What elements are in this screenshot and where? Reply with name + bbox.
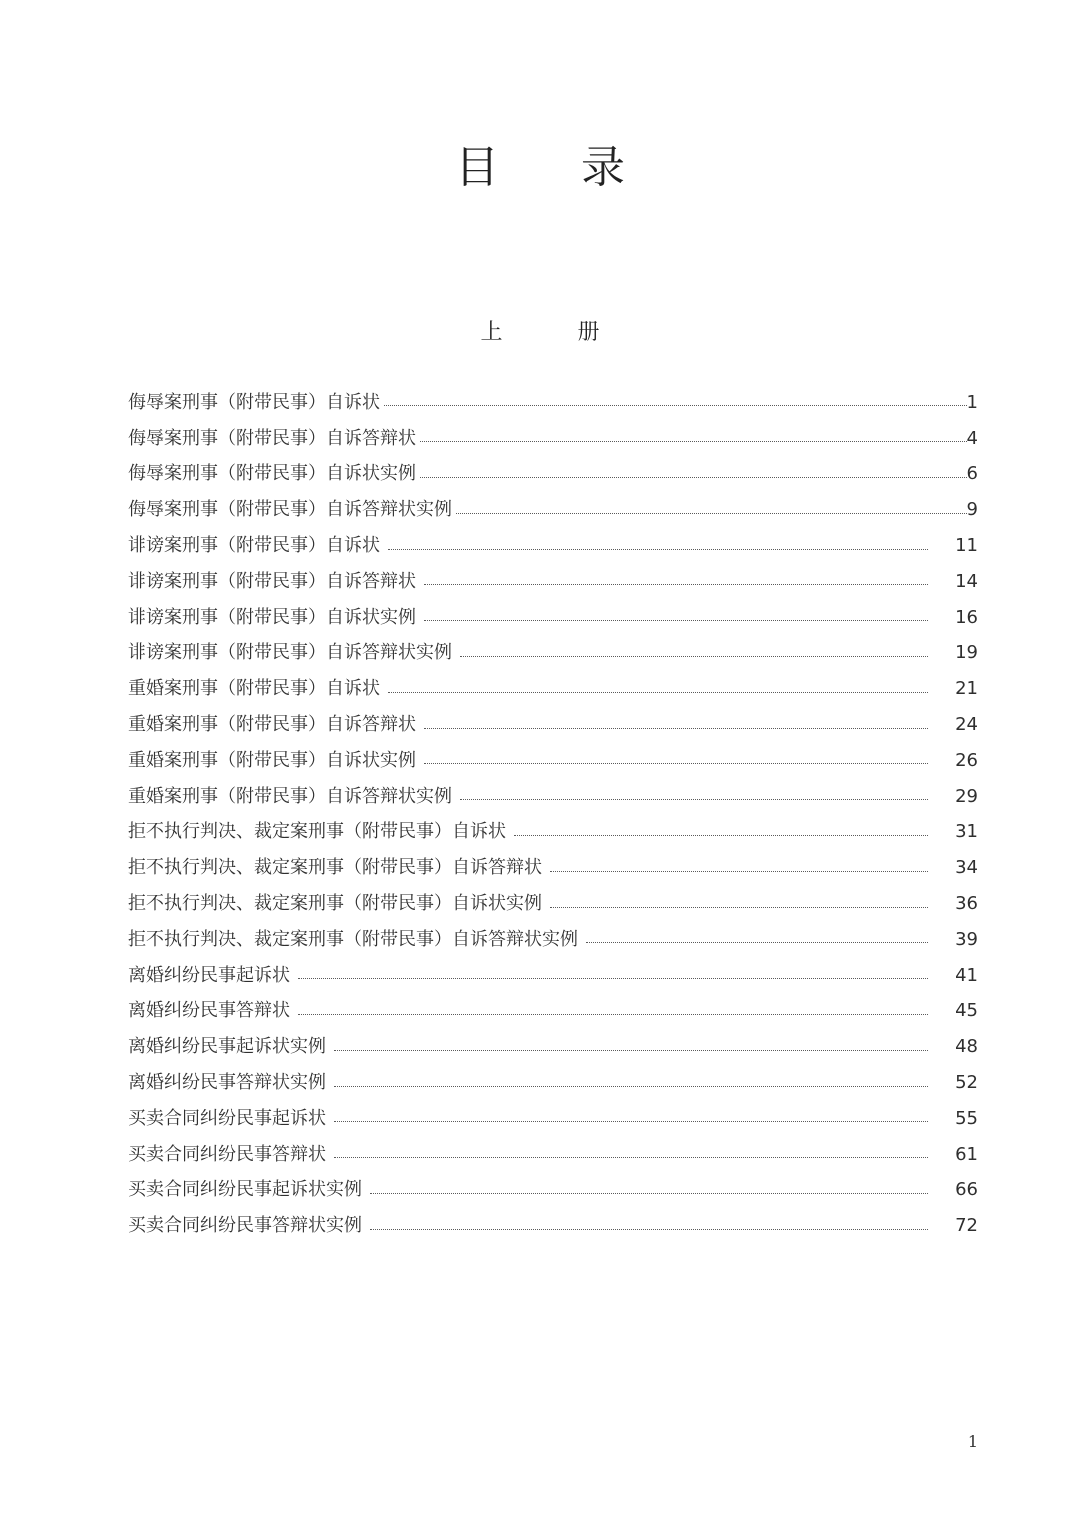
toc-entry[interactable] (128, 636, 978, 672)
toc-entry[interactable] (128, 564, 978, 600)
toc-dot-leader (298, 978, 928, 979)
toc-entry[interactable] (128, 994, 978, 1030)
toc-dot-leader (424, 584, 928, 585)
toc-entry-page: 16 (955, 606, 978, 628)
toc-entry[interactable] (128, 743, 978, 779)
toc-entry-page: 24 (955, 714, 978, 736)
toc-entry-title: 离婚纠纷民事答辩状 (128, 1000, 290, 1022)
toc-entry[interactable] (128, 671, 978, 707)
toc-dot-leader (370, 1229, 928, 1230)
toc-dot-leader (460, 656, 928, 657)
toc-dot-leader (424, 728, 928, 729)
toc-dot-leader (370, 1193, 928, 1194)
page-number: 1 (967, 1432, 978, 1451)
toc-entry-page: 29 (955, 785, 978, 807)
toc-dot-leader (298, 1014, 928, 1015)
toc-entry-page: 6 (966, 463, 978, 485)
page-title: 目 录 (455, 142, 659, 193)
toc-entry-page: 21 (955, 678, 978, 700)
toc-entry-page: 48 (955, 1036, 978, 1058)
toc-entry-page: 66 (955, 1179, 978, 1201)
toc-dot-leader (420, 441, 967, 442)
toc-entry[interactable] (128, 1029, 978, 1065)
toc-dot-leader (388, 549, 928, 550)
toc-entry-title: 重婚案刑事（附带民事）自诉状 (128, 678, 380, 700)
toc-entry-title: 离婚纠纷民事答辩状实例 (128, 1072, 326, 1094)
toc-entry[interactable] (128, 922, 978, 958)
toc-entry-title: 拒不执行判决、裁定案刑事（附带民事）自诉答辩状实例 (128, 928, 578, 950)
toc-entry-title: 侮辱案刑事（附带民事）自诉状实例 (128, 463, 416, 485)
toc-entry-title: 离婚纠纷民事起诉状实例 (128, 1036, 326, 1058)
toc-dot-leader (460, 799, 928, 800)
toc-entry-title: 诽谤案刑事（附带民事）自诉答辩状 (128, 570, 416, 592)
toc-dot-leader (334, 1157, 928, 1158)
toc-entry-title: 买卖合同纠纷民事起诉状 (128, 1107, 326, 1129)
toc-entry-title: 侮辱案刑事（附带民事）自诉状 (128, 391, 380, 413)
toc-entry[interactable] (128, 1208, 978, 1244)
toc-entry[interactable] (128, 779, 978, 815)
toc-entry-title: 拒不执行判决、裁定案刑事（附带民事）自诉答辩状 (128, 857, 542, 879)
toc-entry[interactable] (128, 707, 978, 743)
toc-entry-title: 买卖合同纠纷民事答辩状 (128, 1143, 326, 1165)
toc-entry-title: 侮辱案刑事（附带民事）自诉答辩状实例 (128, 499, 452, 521)
toc-entry-page: 72 (955, 1215, 978, 1237)
toc-entry-title: 离婚纠纷民事起诉状 (128, 964, 290, 986)
toc-entry[interactable] (128, 886, 978, 922)
toc-entry-title: 诽谤案刑事（附带民事）自诉状实例 (128, 606, 416, 628)
toc-entry[interactable] (128, 457, 978, 493)
toc-entry[interactable] (128, 600, 978, 636)
toc-entry[interactable] (128, 958, 978, 994)
toc-dot-leader (334, 1050, 928, 1051)
toc-entry-page: 41 (955, 964, 978, 986)
toc-dot-leader (424, 763, 928, 764)
toc-entry-title: 买卖合同纠纷民事答辩状实例 (128, 1215, 362, 1237)
toc-dot-leader (456, 513, 967, 514)
toc-entry-title: 诽谤案刑事（附带民事）自诉答辩状实例 (128, 642, 452, 664)
toc-entry-page: 36 (955, 893, 978, 915)
toc-entry-page: 45 (955, 1000, 978, 1022)
toc-entry-title: 重婚案刑事（附带民事）自诉状实例 (128, 749, 416, 771)
toc-entry-page: 61 (955, 1143, 978, 1165)
toc-dot-leader (334, 1086, 928, 1087)
toc-entry-page: 1 (966, 391, 978, 413)
toc-entry[interactable] (128, 850, 978, 886)
toc-entry-page: 39 (955, 928, 978, 950)
toc-entry[interactable] (128, 421, 978, 457)
toc-entry[interactable] (128, 1137, 978, 1173)
toc-dot-leader (586, 942, 928, 943)
toc-entry-title: 侮辱案刑事（附带民事）自诉答辩状 (128, 427, 416, 449)
toc-entry-title: 买卖合同纠纷民事起诉状实例 (128, 1179, 362, 1201)
toc-entry[interactable] (128, 492, 978, 528)
toc-entry-page: 11 (955, 535, 978, 557)
toc-entry[interactable] (128, 528, 978, 564)
toc-dot-leader (514, 835, 928, 836)
toc-entry-page: 4 (966, 427, 978, 449)
toc-entry-title: 重婚案刑事（附带民事）自诉答辩状实例 (128, 785, 452, 807)
toc-dot-leader (550, 871, 928, 872)
toc-entry[interactable] (128, 1173, 978, 1209)
toc-entry-title: 拒不执行判决、裁定案刑事（附带民事）自诉状实例 (128, 893, 542, 915)
toc-entry-page: 34 (955, 857, 978, 879)
toc-dot-leader (384, 405, 967, 406)
toc-dot-leader (424, 620, 928, 621)
toc-entry[interactable] (128, 385, 978, 421)
toc-dot-leader (420, 477, 967, 478)
toc-entry-page: 31 (955, 821, 978, 843)
toc-entry-page: 26 (955, 749, 978, 771)
toc-entry-page: 19 (955, 642, 978, 664)
toc-entry-title: 拒不执行判决、裁定案刑事（附带民事）自诉状 (128, 821, 506, 843)
toc-entry-page: 52 (955, 1072, 978, 1094)
toc-dot-leader (334, 1121, 928, 1122)
toc-dot-leader (388, 692, 928, 693)
toc-dot-leader (550, 907, 928, 908)
toc-entry-title: 重婚案刑事（附带民事）自诉答辩状 (128, 714, 416, 736)
section-title: 上 册 (480, 320, 634, 345)
toc-entry-title: 诽谤案刑事（附带民事）自诉状 (128, 535, 380, 557)
toc-entry[interactable] (128, 1065, 978, 1101)
toc-entry-page: 14 (955, 570, 978, 592)
toc-entry-page: 9 (966, 499, 978, 521)
toc-entry-page: 55 (955, 1107, 978, 1129)
toc-entry[interactable] (128, 815, 978, 851)
toc-entry[interactable] (128, 1101, 978, 1137)
toc-list (128, 385, 978, 1244)
